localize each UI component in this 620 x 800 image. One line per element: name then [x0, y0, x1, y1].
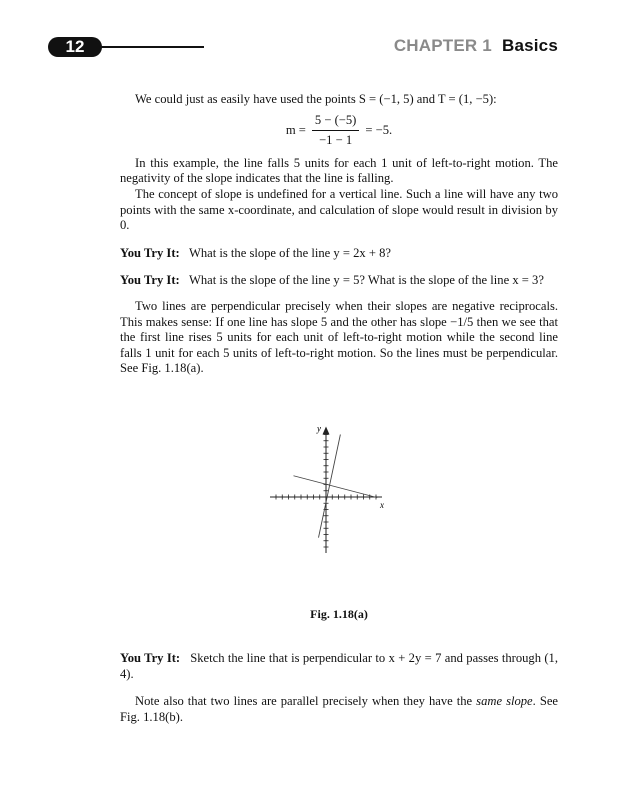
running-head	[394, 36, 558, 56]
chapter-label: CHAPTER 1	[393, 36, 492, 55]
slope-equation	[120, 113, 558, 149]
x-axis-label: x	[380, 499, 384, 510]
figure-1-18a	[120, 389, 558, 639]
exercise-2-label: You Try It:	[120, 273, 180, 288]
exercise-2-text: What is the slope of the line y = 5? What is the slope of the line x = 3?	[188, 273, 544, 288]
figure-caption: Fig. 1.18(a)	[310, 606, 368, 621]
paragraph-vertical-line: The concept of slope is undefined for a vertical line. Such a line will have any two points with the same x-coordinate, and calculation of slope would result in division by 0.	[120, 186, 558, 233]
fraction-numerator: 5 − (−5)	[312, 113, 359, 132]
paragraph-parallel	[120, 694, 558, 725]
exercise-3	[120, 651, 558, 682]
fraction-denominator: −1 − 1	[319, 133, 353, 148]
exercise-3-label: You Try It:	[120, 650, 181, 665]
page-number-badge: 12	[48, 37, 102, 57]
paragraph-falling-line: In this example, the line falls 5 units for each 1 unit of left-to-right motion. The negativity of the slope indicates that the line is falling.	[120, 155, 558, 186]
equation-fraction	[312, 113, 359, 149]
chapter-title: Basics	[501, 36, 558, 55]
perpendicular-lines-plot	[120, 389, 558, 629]
line-slope-negative-one-fifth	[294, 476, 378, 498]
y-axis-arrowhead	[323, 426, 330, 434]
parallel-text-after: . See Fig. 1.18(b).	[120, 694, 558, 724]
page-content	[120, 92, 558, 725]
exercise-1-label: You Try It:	[120, 245, 180, 260]
y-axis-label: y	[317, 423, 321, 434]
header-rule	[96, 46, 204, 48]
page-header	[0, 0, 620, 70]
exercise-1-text: What is the slope of the line y = 2x + 8?	[188, 245, 391, 260]
equation-rhs: = −5.	[365, 122, 393, 137]
plot-lines	[294, 434, 378, 537]
exercise-2	[120, 273, 558, 289]
parallel-text-before: Note also that two lines are parallel precisely when they have the	[135, 694, 473, 709]
exercise-1	[120, 246, 558, 262]
equation-lhs: m =	[285, 122, 306, 137]
axes	[270, 426, 382, 553]
line-slope-5	[319, 434, 341, 537]
paragraph-points: We could just as easily have used the points S = (−1, 5) and T = (1, −5):	[135, 92, 497, 106]
parallel-emphasis: same slope	[476, 694, 533, 709]
paragraph-perpendicular: Two lines are perpendicular precisely when their slopes are negative reciprocals. This makes sense: If one line has slope 5 and the other has slope −1/5 then we see that the first line rises 5 units for each unit of left-to-right motion while the second line falls 1 unit for each 5 units of left-to-right motion. So the lines must be perpendicular. See Fig. 1.18(a).	[120, 298, 558, 376]
exercise-3-text: Sketch the line that is perpendicular to x + 2y = 7 and passes through (1, 4).	[120, 650, 559, 681]
